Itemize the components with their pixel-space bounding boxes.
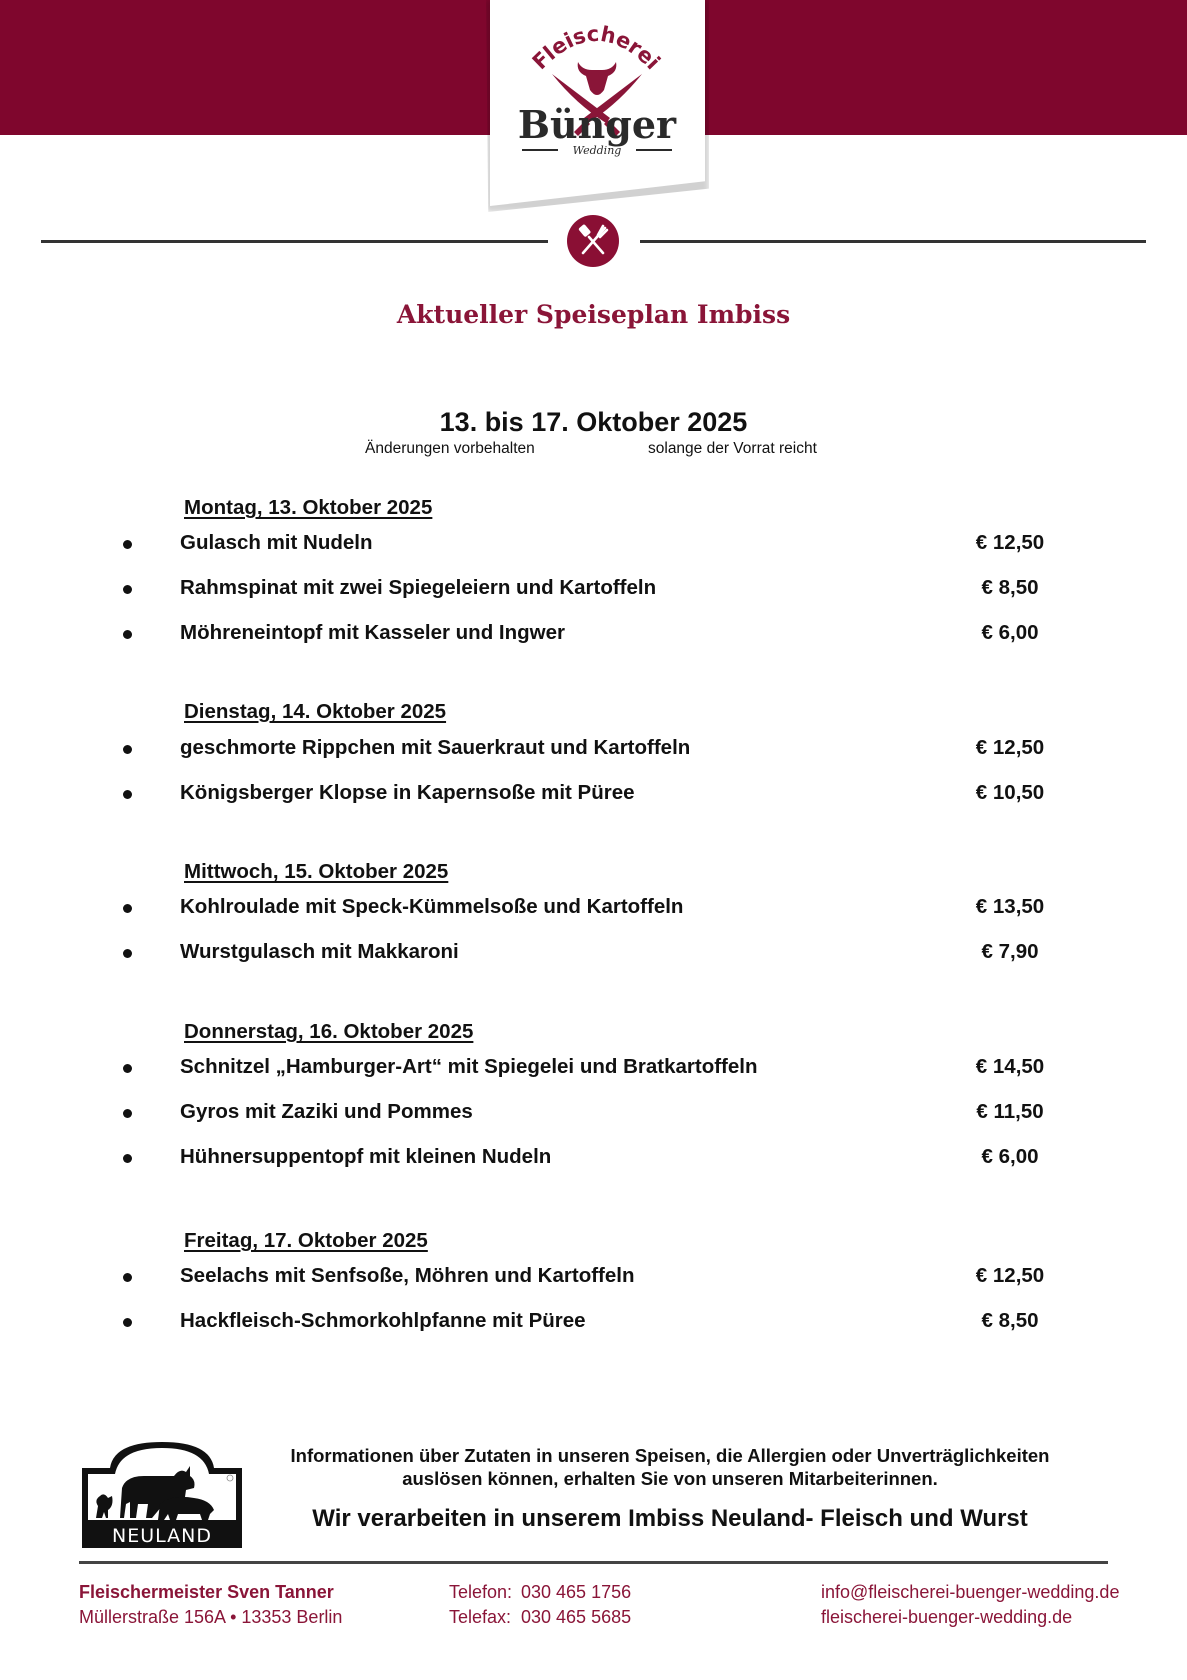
menu-item-price: € 8,50 [981, 1309, 1039, 1332]
bullet-icon [123, 790, 132, 799]
menu-item-price: € 7,90 [981, 940, 1039, 963]
menu-item-name: geschmorte Rippchen mit Sauerkraut und Kartoffeln [180, 736, 691, 759]
bullet-icon [123, 585, 132, 594]
day-heading: Dienstag, 14. Oktober 2025 [184, 700, 447, 723]
bullet-icon [123, 1318, 132, 1327]
menu-item-name: Seelachs mit Senfsoße, Möhren und Kartoffeln [180, 1264, 635, 1287]
menu-item-price: € 11,50 [976, 1100, 1044, 1123]
menu-item-name: Königsberger Klopse in Kapernsoße mit Püree [180, 781, 635, 804]
menu-item-name: Hackfleisch-Schmorkohlpfanne mit Püree [180, 1309, 586, 1332]
menu-item-name: Hühnersuppentopf mit kleinen Nudeln [180, 1145, 552, 1168]
menu-item-price: € 12,50 [975, 1264, 1045, 1287]
spatula-fork-icon [567, 215, 619, 267]
day-heading: Montag, 13. Oktober 2025 [184, 496, 433, 519]
brand-logo [490, 0, 705, 206]
bullet-icon [123, 904, 132, 913]
menu-item-price: € 12,50 [975, 736, 1045, 759]
bullet-icon [123, 630, 132, 639]
date-range-heading: 13. bis 17. Oktober 2025 [439, 407, 748, 437]
footer-phone-label: Telefon: [449, 1582, 513, 1602]
footer-fax: 030 465 5685 [521, 1607, 632, 1627]
logo-word-buenger: Bünger [517, 102, 677, 147]
divider-left [41, 240, 548, 243]
bullet-icon [123, 540, 132, 549]
allergy-info [250, 1444, 1090, 1490]
allergy-info-line2: auslösen können, erhalten Sie von unseren Mitarbeiterinnen. [402, 1468, 938, 1489]
menu-item-price: € 8,50 [981, 576, 1039, 599]
menu-item-name: Rahmspinat mit zwei Spiegeleiern und Kartoffeln [180, 576, 657, 599]
menu-item-name: Gulasch mit Nudeln [180, 531, 373, 554]
bullet-icon [123, 1109, 132, 1118]
bullet-icon [123, 1064, 132, 1073]
menu-item-name: Schnitzel „Hamburger-Art“ mit Spiegelei und Bratkartoffeln [180, 1055, 758, 1078]
neuland-claim: Wir verarbeiten in unserem Imbiss Neuland- Fleisch und Wurst [312, 1505, 1028, 1532]
menu-item-name: Möhreneintopf mit Kasseler und Ingwer [180, 621, 565, 644]
bullet-icon [123, 745, 132, 754]
footer-address: Müllerstraße 156A • 13353 Berlin [79, 1607, 343, 1627]
footer-owner: Fleischermeister Sven Tanner [79, 1582, 334, 1602]
note-changes-reserved: Änderungen vorbehalten [365, 440, 535, 457]
footer-email-link[interactable]: info@fleischerei-buenger-wedding.de [821, 1582, 1120, 1602]
footer-website-link[interactable]: fleischerei-buenger-wedding.de [821, 1607, 1073, 1627]
footer-phone[interactable]: 030 465 1756 [521, 1582, 632, 1602]
footer-fax-label: Telefax: [449, 1607, 512, 1627]
allergy-info-line1: Informationen über Zutaten in unseren Speisen, die Allergien oder Unverträglichkeiten [290, 1445, 1050, 1466]
footer-divider [79, 1561, 1108, 1564]
neuland-logo [82, 1438, 242, 1548]
menu-item-name: Wurstgulasch mit Makkaroni [180, 940, 459, 963]
day-heading: Donnerstag, 16. Oktober 2025 [184, 1020, 474, 1043]
menu-item-price: € 12,50 [975, 531, 1045, 554]
bullet-icon [123, 949, 132, 958]
note-while-stocks-last: solange der Vorrat reicht [648, 440, 817, 457]
menu-item-price: € 6,00 [981, 1145, 1039, 1168]
bullet-icon [123, 1154, 132, 1163]
menu-item-price: € 14,50 [975, 1055, 1045, 1078]
grill-tools-badge [567, 215, 619, 267]
menu-item-price: € 10,50 [975, 781, 1045, 804]
logo-word-fleischerei: Fleischerei [527, 21, 665, 75]
bullet-icon [123, 1273, 132, 1282]
divider-right [640, 240, 1146, 243]
neuland-logo-text: NEULAND [112, 1525, 212, 1547]
logo-word-wedding: Wedding [572, 144, 622, 157]
menu-item-name: Kohlroulade mit Speck-Kümmelsoße und Kartoffeln [180, 895, 684, 918]
menu-item-name: Gyros mit Zaziki und Pommes [180, 1100, 473, 1123]
day-heading: Mittwoch, 15. Oktober 2025 [184, 860, 449, 883]
bull-icon [578, 62, 617, 95]
menu-item-price: € 6,00 [981, 621, 1039, 644]
day-heading: Freitag, 17. Oktober 2025 [184, 1229, 428, 1252]
page-title: Aktueller Speiseplan Imbiss [396, 300, 791, 329]
menu-item-price: € 13,50 [975, 895, 1045, 918]
